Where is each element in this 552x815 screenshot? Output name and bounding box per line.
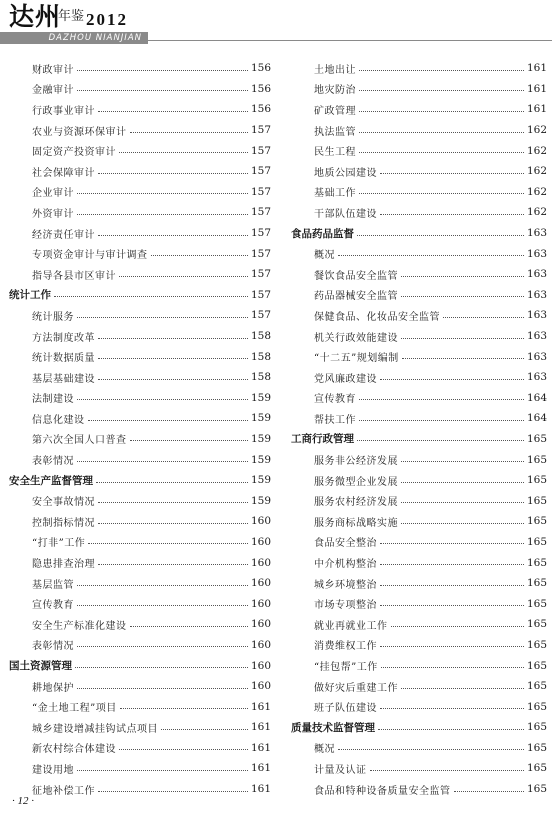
toc-entry — [9, 429, 271, 450]
toc-entry — [9, 408, 271, 429]
dot-leader — [77, 70, 248, 71]
toc-entry-title: 服务微型企业发展 — [314, 476, 398, 488]
toc-entry-title: 地质公园建设 — [314, 167, 377, 179]
dot-leader — [77, 399, 248, 400]
dot-leader — [88, 420, 248, 421]
toc-entry-page: 165 — [526, 680, 547, 693]
toc-entry — [9, 120, 271, 141]
toc-entry-title: 金融审计 — [32, 85, 74, 97]
toc-entry — [291, 408, 547, 429]
toc-entry — [291, 264, 547, 285]
toc-entry-title: 固定资产投资审计 — [32, 147, 116, 159]
toc-entry-title: 消费维权工作 — [314, 641, 377, 653]
dot-leader — [380, 564, 524, 565]
dot-leader — [401, 338, 524, 339]
toc-entry-page: 160 — [250, 515, 271, 528]
toc-entry-page: 157 — [250, 165, 271, 178]
toc-entry-title: 专项资金审计与审计调查 — [32, 250, 148, 262]
toc-entry-page: 161 — [250, 783, 271, 796]
dot-leader — [380, 585, 524, 586]
dot-leader — [401, 482, 524, 483]
dot-leader — [77, 214, 248, 215]
toc-entry-page: 163 — [526, 330, 547, 343]
dot-leader — [359, 132, 524, 133]
dot-leader — [120, 708, 248, 709]
dot-leader — [401, 688, 524, 689]
toc-entry-page: 165 — [526, 432, 547, 445]
dot-leader — [391, 626, 524, 627]
toc-entry-title: 帮扶工作 — [314, 414, 356, 426]
dot-leader — [77, 585, 248, 586]
dot-leader — [77, 605, 248, 606]
toc-entry-page: 159 — [250, 494, 271, 507]
dot-leader — [119, 749, 248, 750]
toc-section-entry — [291, 717, 547, 738]
dot-leader — [98, 502, 248, 503]
toc-entry-page: 162 — [526, 165, 547, 178]
toc-entry-title: 安全生产监督管理 — [9, 474, 93, 487]
toc-entry-page: 163 — [526, 227, 547, 240]
toc-entry-title: 基层基础建设 — [32, 373, 95, 385]
toc-entry-page: 164 — [526, 412, 547, 425]
toc-entry — [291, 676, 547, 697]
toc-entry-page: 161 — [526, 62, 547, 75]
toc-entry-page: 160 — [250, 659, 271, 672]
dot-leader — [359, 399, 524, 400]
toc-entry — [291, 490, 547, 511]
dot-leader — [119, 276, 248, 277]
toc-entry-page: 159 — [250, 412, 271, 425]
toc-section-entry — [291, 429, 547, 450]
toc-entry — [9, 717, 271, 738]
dot-leader — [98, 791, 248, 792]
toc-entry — [291, 285, 547, 306]
toc-entry-title: 党风廉政建设 — [314, 373, 377, 385]
toc-entry-page: 157 — [250, 144, 271, 157]
toc-entry — [291, 305, 547, 326]
dot-leader — [77, 461, 248, 462]
dot-leader — [380, 708, 524, 709]
toc-entry — [291, 449, 547, 470]
toc-entry-page: 160 — [250, 535, 271, 548]
toc-entry-title: 安全事故情况 — [32, 497, 95, 509]
toc-entry-title: 服务商标战略实施 — [314, 517, 398, 529]
dot-leader — [381, 667, 524, 668]
toc-entry — [291, 635, 547, 656]
dot-leader — [77, 688, 248, 689]
dot-leader — [98, 523, 248, 524]
toc-entry-page: 157 — [250, 185, 271, 198]
toc-entry-title: 隐患排查治理 — [32, 559, 95, 571]
toc-entry-title: 机关行政效能建设 — [314, 332, 398, 344]
toc-entry-page: 161 — [526, 82, 547, 95]
toc-right-column — [291, 58, 547, 799]
toc-entry — [9, 202, 271, 223]
toc-entry-title: 新农村综合体建设 — [32, 744, 116, 756]
dot-leader — [380, 379, 524, 380]
dot-leader — [359, 193, 524, 194]
toc-entry-title: 民生工程 — [314, 147, 356, 159]
toc-entry-title: 宣传教育 — [314, 394, 356, 406]
dot-leader — [359, 420, 524, 421]
toc-entry-page: 159 — [250, 391, 271, 404]
toc-entry-title: 概况 — [314, 250, 335, 262]
toc-entry-title: 中介机构整治 — [314, 559, 377, 571]
toc-entry-title: 社会保障审计 — [32, 167, 95, 179]
toc-entry-title: 财政审计 — [32, 64, 74, 76]
toc-entry-page: 161 — [250, 741, 271, 754]
dot-leader — [380, 646, 524, 647]
toc-entry-title: 服务非公经济发展 — [314, 456, 398, 468]
toc-entry-title: 耕地保护 — [32, 682, 74, 694]
dot-leader — [380, 605, 524, 606]
toc-section-entry — [9, 655, 271, 676]
dot-leader — [338, 255, 524, 256]
dot-leader — [401, 502, 524, 503]
dot-leader — [401, 523, 524, 524]
toc-entry-page: 165 — [526, 577, 547, 590]
toc-entry-title: 干部队伍建设 — [314, 208, 377, 220]
toc-entry — [9, 696, 271, 717]
toc-entry-page: 161 — [250, 700, 271, 713]
dot-leader — [357, 235, 524, 236]
toc-entry-page: 163 — [526, 309, 547, 322]
toc-entry-title: 外资审计 — [32, 208, 74, 220]
toc-entry-page: 165 — [526, 515, 547, 528]
toc-entry — [291, 243, 547, 264]
dot-leader — [77, 646, 248, 647]
dot-leader — [443, 317, 524, 318]
dot-leader — [380, 543, 524, 544]
toc-entry-title: 餐饮食品安全监管 — [314, 270, 398, 282]
toc-entry-title: 方法制度改革 — [32, 332, 95, 344]
toc-entry-page: 165 — [526, 618, 547, 631]
toc-entry-page: 165 — [526, 556, 547, 569]
toc-entry-title: 法制建设 — [32, 394, 74, 406]
toc-entry — [291, 326, 547, 347]
toc-entry — [291, 470, 547, 491]
dot-leader — [380, 173, 524, 174]
toc-entry — [291, 346, 547, 367]
toc-entry-title: 食品和特种设备质量安全监管 — [314, 785, 451, 797]
toc-entry-title: 宣传教育 — [32, 600, 74, 612]
toc-entry — [9, 593, 271, 614]
toc-entry-title: 工商行政管理 — [291, 433, 354, 446]
toc-entry-title: 基础工作 — [314, 188, 356, 200]
yearbook-subtitle: 年鉴 — [58, 9, 85, 24]
toc-entry-page: 165 — [526, 741, 547, 754]
toc-entry-page: 157 — [250, 309, 271, 322]
toc-entry-title: 第六次全国人口普查 — [32, 435, 127, 447]
toc-entry-page: 156 — [250, 103, 271, 116]
toc-entry-page: 165 — [526, 597, 547, 610]
toc-entry-page: 165 — [526, 721, 547, 734]
toc-entry-title: 服务农村经济发展 — [314, 497, 398, 509]
toc-entry-page: 162 — [526, 144, 547, 157]
toc-entry — [291, 758, 547, 779]
toc-entry-page: 165 — [526, 638, 547, 651]
toc-entry — [9, 79, 271, 100]
toc-entry-title: 食品药品监督 — [291, 227, 354, 240]
toc-entry-title: 控制指标情况 — [32, 517, 95, 529]
toc-entry — [9, 99, 271, 120]
toc-entry-title: 矿政管理 — [314, 105, 356, 117]
toc-entry-title: 基层监管 — [32, 579, 74, 591]
toc-entry-page: 160 — [250, 618, 271, 631]
toc-entry-page: 161 — [250, 762, 271, 775]
toc-section-entry — [9, 470, 271, 491]
toc-entry-title: 市场专项整治 — [314, 600, 377, 612]
toc-entry — [9, 532, 271, 553]
toc-section-entry — [9, 285, 271, 306]
toc-entry-title: 统计工作 — [9, 289, 51, 302]
toc-entry-title: 信息化建设 — [32, 414, 85, 426]
toc-entry-title: 质量技术监督管理 — [291, 721, 375, 734]
toc-entry — [291, 655, 547, 676]
dot-leader — [88, 543, 248, 544]
dot-leader — [338, 749, 524, 750]
toc-entry — [9, 552, 271, 573]
dot-leader — [130, 440, 248, 441]
toc-entry-page: 162 — [526, 185, 547, 198]
toc-entry-title: 药品器械安全监管 — [314, 291, 398, 303]
toc-entry-page: 157 — [250, 206, 271, 219]
page-number: · 12 · — [12, 795, 34, 807]
dot-leader — [98, 111, 248, 112]
toc-entry-page: 160 — [250, 556, 271, 569]
toc-entry-title: 指导各县市区审计 — [32, 270, 116, 282]
toc-entry-title: 概况 — [314, 744, 335, 756]
toc-entry — [9, 490, 271, 511]
dot-leader — [98, 338, 248, 339]
dot-leader — [96, 482, 248, 483]
toc-entry-page: 161 — [526, 103, 547, 116]
dot-leader — [98, 235, 248, 236]
toc-entry-page: 165 — [526, 474, 547, 487]
toc-entry-page: 165 — [526, 783, 547, 796]
dot-leader — [151, 255, 248, 256]
toc-entry — [9, 449, 271, 470]
toc-entry — [9, 738, 271, 759]
toc-entry-title: “金土地工程”项目 — [32, 703, 117, 715]
toc-entry-page: 157 — [250, 124, 271, 137]
toc-entry — [9, 305, 271, 326]
toc-entry-page: 160 — [250, 680, 271, 693]
toc-entry-title: 国土资源管理 — [9, 660, 72, 673]
toc-entry-page: 163 — [526, 288, 547, 301]
dot-leader — [77, 770, 248, 771]
toc-entry — [291, 573, 547, 594]
toc-entry — [291, 79, 547, 100]
dot-leader — [77, 90, 248, 91]
toc-entry-title: 班子队伍建设 — [314, 703, 377, 715]
toc-entry-page: 158 — [250, 350, 271, 363]
toc-entry-page: 160 — [250, 638, 271, 651]
toc-entry-title: 企业审计 — [32, 188, 74, 200]
dot-leader — [370, 770, 524, 771]
dot-leader — [77, 317, 248, 318]
header-band-text: DAZHOU NIANJIAN — [48, 33, 142, 43]
toc-entry-page: 165 — [526, 453, 547, 466]
dot-leader — [54, 296, 248, 297]
toc-entry-page: 165 — [526, 762, 547, 775]
toc-entry-page: 163 — [526, 371, 547, 384]
toc-entry — [9, 388, 271, 409]
dot-leader — [119, 152, 248, 153]
toc-entry-page: 160 — [250, 597, 271, 610]
yearbook-year: 2012 — [86, 10, 128, 29]
toc-entry — [291, 779, 547, 800]
toc-entry-page: 159 — [250, 453, 271, 466]
toc-entry-title: 执法监管 — [314, 126, 356, 138]
toc-entry-title: 安全生产标准化建设 — [32, 620, 127, 632]
dot-leader — [359, 111, 524, 112]
toc-entry-page: 157 — [250, 247, 271, 260]
toc-entry-page: 157 — [250, 227, 271, 240]
toc-entry-page: 159 — [250, 474, 271, 487]
toc-entry — [291, 99, 547, 120]
toc-entry — [291, 696, 547, 717]
toc-section-entry — [291, 223, 547, 244]
dot-leader — [401, 276, 524, 277]
toc-entry — [9, 140, 271, 161]
toc-entry — [9, 779, 271, 800]
toc-entry — [9, 511, 271, 532]
dot-leader — [161, 729, 248, 730]
dot-leader — [130, 132, 248, 133]
toc-entry — [9, 346, 271, 367]
toc-entry — [291, 511, 547, 532]
toc-entry — [291, 367, 547, 388]
toc-entry — [9, 635, 271, 656]
toc-entry-title: 计量及认证 — [314, 764, 367, 776]
toc-entry-title: 保健食品、化妆品安全监管 — [314, 311, 440, 323]
toc-entry-page: 163 — [526, 247, 547, 260]
toc-entry-title: 城乡环境整治 — [314, 579, 377, 591]
toc-entry — [9, 326, 271, 347]
toc-entry — [291, 738, 547, 759]
toc-entry-page: 160 — [250, 577, 271, 590]
toc-entry — [9, 223, 271, 244]
toc-entry — [9, 758, 271, 779]
toc-entry-page: 163 — [526, 350, 547, 363]
toc-entry-title: 地灾防治 — [314, 85, 356, 97]
toc-entry-page: 158 — [250, 371, 271, 384]
toc-entry — [9, 161, 271, 182]
toc-entry-title: 行政事业审计 — [32, 105, 95, 117]
toc-entry — [291, 552, 547, 573]
toc-entry — [9, 243, 271, 264]
toc-entry — [291, 614, 547, 635]
toc-entry-page: 165 — [526, 659, 547, 672]
toc-entry — [291, 161, 547, 182]
toc-entry-title: 征地补偿工作 — [32, 785, 95, 797]
toc-entry — [291, 532, 547, 553]
toc-entry — [291, 388, 547, 409]
dot-leader — [77, 193, 248, 194]
toc-entry — [291, 182, 547, 203]
toc-entry-page: 162 — [526, 206, 547, 219]
dot-leader — [378, 729, 524, 730]
toc-entry-page: 164 — [526, 391, 547, 404]
dot-leader — [401, 461, 524, 462]
toc-entry-title: “打非”工作 — [32, 538, 86, 550]
toc-entry — [291, 58, 547, 79]
yearbook-title: 达州 — [9, 2, 62, 31]
toc-entry-page: 159 — [250, 432, 271, 445]
toc-entry-page: 156 — [250, 82, 271, 95]
toc-entry-page: 163 — [526, 268, 547, 281]
toc-entry-title: “十二五”规划编制 — [314, 353, 399, 365]
toc-left-column — [9, 58, 271, 799]
toc-entry — [291, 593, 547, 614]
toc-entry — [9, 676, 271, 697]
toc-entry-title: 表彰情况 — [32, 456, 74, 468]
dot-leader — [98, 564, 248, 565]
toc-entry-title: “挂包帮”工作 — [314, 662, 378, 674]
dot-leader — [359, 90, 524, 91]
toc-entry-title: 统计数据质量 — [32, 353, 95, 365]
toc-entry — [291, 140, 547, 161]
toc-entry-title: 做好灾后重建工作 — [314, 682, 398, 694]
dot-leader — [75, 667, 248, 668]
toc-entry-title: 土地出让 — [314, 64, 356, 76]
dot-leader — [402, 358, 524, 359]
page-header — [0, 0, 552, 46]
toc-entry — [9, 264, 271, 285]
dot-leader — [357, 440, 524, 441]
toc-entry — [9, 58, 271, 79]
toc-entry-page: 157 — [250, 288, 271, 301]
toc-entry-page: 165 — [526, 700, 547, 713]
toc-entry-title: 城乡建设增减挂钩试点项目 — [32, 723, 158, 735]
toc-entry-page: 156 — [250, 62, 271, 75]
toc-entry-title: 食品安全整治 — [314, 538, 377, 550]
toc-entry-title: 统计服务 — [32, 311, 74, 323]
dot-leader — [454, 791, 524, 792]
dot-leader — [130, 626, 248, 627]
toc-entry-page: 162 — [526, 124, 547, 137]
toc-entry — [291, 202, 547, 223]
dot-leader — [401, 296, 524, 297]
dot-leader — [98, 173, 248, 174]
toc-entry — [9, 573, 271, 594]
toc-entry-page: 158 — [250, 330, 271, 343]
toc-entry-title: 就业再就业工作 — [314, 620, 388, 632]
dot-leader — [98, 358, 248, 359]
toc-entry-title: 表彰情况 — [32, 641, 74, 653]
toc-entry-page: 161 — [250, 721, 271, 734]
toc-entry-page: 165 — [526, 535, 547, 548]
dot-leader — [359, 70, 524, 71]
toc-entry — [9, 367, 271, 388]
header-band — [0, 32, 148, 44]
toc-entry — [9, 614, 271, 635]
header-rule — [148, 40, 552, 41]
toc-entry-title: 建设用地 — [32, 764, 74, 776]
toc-entry — [291, 120, 547, 141]
toc-entry-title: 经济责任审计 — [32, 229, 95, 241]
toc-entry-title: 农业与资源环保审计 — [32, 126, 127, 138]
dot-leader — [98, 379, 248, 380]
dot-leader — [380, 214, 524, 215]
toc-entry-page: 165 — [526, 494, 547, 507]
dot-leader — [359, 152, 524, 153]
toc-entry-page: 157 — [250, 268, 271, 281]
toc-entry — [9, 182, 271, 203]
